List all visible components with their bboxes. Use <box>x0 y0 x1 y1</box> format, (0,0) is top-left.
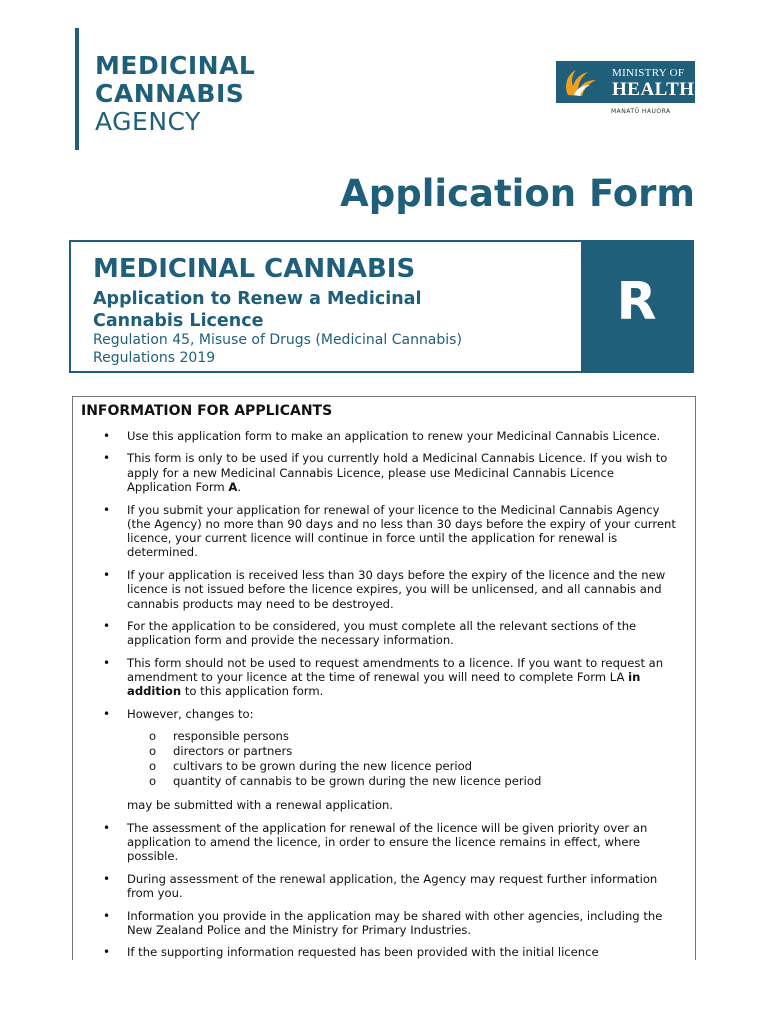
ministry-logo-top: MINISTRY OF <box>612 67 685 79</box>
info-item <box>73 707 695 813</box>
bullet: • <box>103 871 111 886</box>
sub-bullet: o <box>149 774 157 789</box>
info-heading: INFORMATION FOR APPLICANTS <box>81 403 333 419</box>
agency-logo-line3: AGENCY <box>95 107 201 136</box>
info-item <box>73 656 695 699</box>
info-item-tail: may be submitted with a renewal application. <box>127 798 393 813</box>
sub-list-item <box>127 729 677 744</box>
info-item <box>73 451 695 494</box>
sub-list-item-text: responsible persons <box>173 729 289 744</box>
info-section <box>72 396 696 960</box>
info-item-text: to this application form. <box>181 684 324 699</box>
form-heading: MEDICINAL CANNABIS <box>93 254 416 284</box>
ministry-fern-icon <box>560 65 606 99</box>
info-item-text: For the application to be considered, you must complete all the relevant sections of the application form and provide the necessary information. <box>127 619 637 648</box>
info-item-text: . <box>237 480 242 495</box>
info-item <box>73 872 695 901</box>
info-item-text: The assessment of the application for renewal of the licence will be given priority over an application to amend the licence, in order to ensure the licence remains in effect, where possible. <box>127 820 648 864</box>
info-item-text: If the supporting information requested has been provided with the initial licence <box>127 945 599 960</box>
info-item <box>73 909 695 938</box>
info-item-text: Use this application form to make an application to renew your Medicinal Cannabis Licence. <box>127 429 661 443</box>
bullet: • <box>103 502 111 517</box>
info-item <box>73 429 695 443</box>
info-item-text: If your application is received less than 30 days before the expiry of the licence and the new licence is not issued before the licence expires, you will be unlicensed, and all cannabis and cannabis products may need to be destroyed. <box>127 567 666 611</box>
info-item <box>73 568 695 611</box>
agency-logo-line1: MEDICINAL <box>95 51 256 80</box>
form-code-block <box>581 242 692 371</box>
sub-list-item <box>127 759 677 774</box>
sub-list-item <box>127 744 677 759</box>
sub-list <box>127 729 677 789</box>
bullet: • <box>103 567 111 582</box>
agency-logo <box>95 52 255 136</box>
ministry-logo-subtitle: MANATŪ HAUORA <box>611 108 671 115</box>
bullet: • <box>103 820 111 835</box>
sub-list-item-text: quantity of cannabis to be grown during the new licence period <box>173 774 542 789</box>
bullet: • <box>103 706 111 721</box>
form-regulation: Regulation 45, Misuse of Drugs (Medicinal Cannabis) Regulations 2019 <box>93 332 462 366</box>
bullet: • <box>103 945 111 960</box>
info-item-text: However, changes to: <box>127 706 254 721</box>
bullet: • <box>103 908 111 923</box>
sub-list-item-text: cultivars to be grown during the new licence period <box>173 759 473 774</box>
sub-list-item-text: directors or partners <box>173 744 293 759</box>
agency-logo-bar <box>75 28 79 150</box>
bullet: • <box>103 451 111 466</box>
info-item <box>73 503 695 560</box>
info-item-text: If you submit your application for renewal of your licence to the Medicinal Cannabis Agency (the Agency) no more than 90 days and no less than 30 days before the expiry of your current licence, your current licence will continue in force until the application for renewal is determined. <box>127 502 676 560</box>
info-item <box>73 619 695 648</box>
info-item <box>73 821 695 864</box>
form-code-letter: R <box>616 272 657 332</box>
form-subheading: Application to Renew a Medicinal Cannabis Licence <box>93 289 422 331</box>
bullet: • <box>103 619 111 634</box>
ministry-of-health-logo <box>556 61 695 103</box>
info-item-text: During assessment of the renewal application, the Agency may request further information from you. <box>127 871 658 901</box>
info-item-text: Information you provide in the application may be shared with other agencies, including the New Zealand Police and the Ministry for Primary Industries. <box>127 908 663 937</box>
info-item-text: This form is only to be used if you currently hold a Medicinal Cannabis Licence. If you wish to apply for a new Medicinal Cannabis Licence, please use Medicinal Cannabis Licence Application Form <box>127 451 668 495</box>
form-title-box <box>69 240 694 373</box>
info-item-bold: A <box>228 480 238 495</box>
info-item-text: This form should not be used to request amendments to a licence. If you want to request an amendment to your licence at the time of renewal you will need to complete Form LA <box>127 655 664 685</box>
info-item <box>73 945 695 959</box>
info-item-bold: in addition <box>127 670 641 699</box>
sub-bullet: o <box>149 729 157 744</box>
page-title: Application Form <box>340 172 695 215</box>
info-list <box>73 429 695 960</box>
agency-logo-line2: CANNABIS <box>95 79 245 108</box>
sub-bullet: o <box>149 759 157 774</box>
bullet: • <box>103 655 111 670</box>
sub-list-item <box>127 774 677 789</box>
ministry-logo-main: HEALTH <box>612 79 695 100</box>
bullet: • <box>103 429 111 443</box>
sub-bullet: o <box>149 744 157 759</box>
